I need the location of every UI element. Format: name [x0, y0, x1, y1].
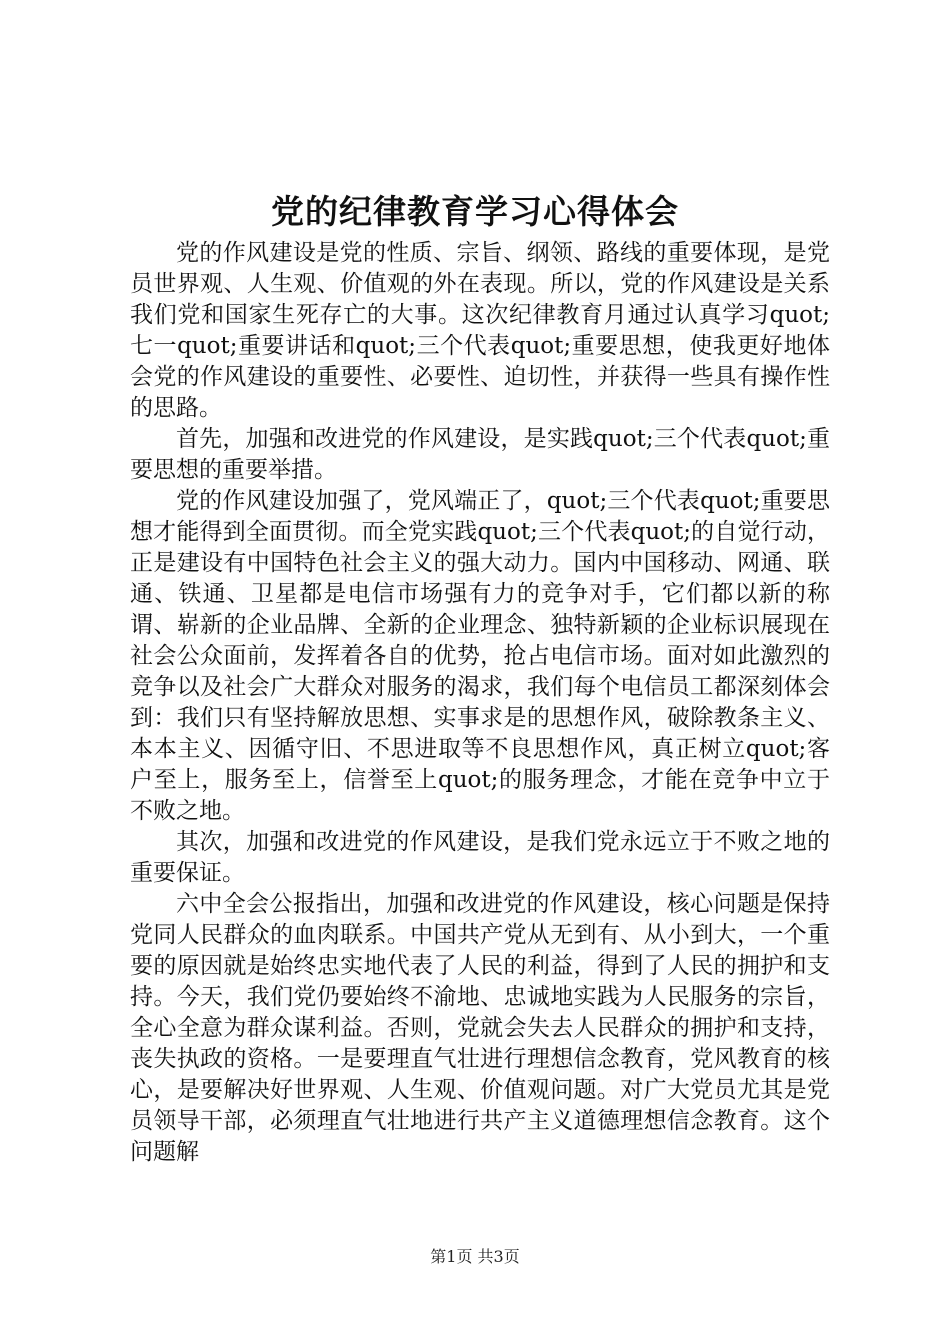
- page-footer: 第1页 共3页: [430, 1247, 520, 1266]
- paragraph-3: 党的作风建设加强了，党风端正了，quot;三个代表quot;重要思想才能得到全面贯彻。而全党实践quot;三个代表quot;的自觉行动，正是建设有中国特色社会主义的强大动力。国内中国移动、网通、联通、铁通、卫星都是电信市场强有力的竞争对手，它们都以新的称谓、崭新的企业品牌、全新的企业理念、独特新颖的企业标识展现在社会公众面前，发挥着各自的优势，抢占电信市场。面对如此激烈的竞争以及社会广大群众对服务的渴求，我们每个电信员工都深刻体会到：我们只有坚持解放思想、实事求是的思想作风，破除教条主义、本本主义、因循守旧、不思进取等不良思想作风，真正树立quot;客户至上，服务至上，信誉至上quot;的服务理念，才能在竞争中立于不败之地。: [130, 488, 830, 824]
- paragraph-5: 六中全会公报指出，加强和改进党的作风建设，核心问题是保持党同人民群众的血肉联系。中国共产党从无到有、从小到大，一个重要的原因就是始终忠实地代表了人民的利益，得到了人民的拥护和支持。今天，我们党仍要始终不渝地、忠诚地实践为人民服务的宗旨，全心全意为群众谋利益。否则，党就会失去人民群众的拥护和支持，丧失执政的资格。一是要理直气壮进行理想信念教育，党风教育的核心，是要解决好世界观、人生观、价值观问题。对广大党员尤其是党员领导干部，必须理直气壮地进行共产主义道德理想信念教育。这个问题解: [130, 891, 830, 1165]
- paragraph-2: 首先，加强和改进党的作风建设，是实践quot;三个代表quot;重要思想的重要举措。: [130, 426, 830, 483]
- document-body: [130, 238, 830, 1168]
- paragraph-1: 党的作风建设是党的性质、宗旨、纲领、路线的重要体现，是党员世界观、人生观、价值观的外在表现。所以，党的作风建设是关系我们党和国家生死存亡的大事。这次纪律教育月通过认真学习quot;七一quot;重要讲话和quot;三个代表quot;重要思想，使我更好地体会党的作风建设的重要性、必要性、迫切性，并获得一些具有操作性的思路。: [130, 240, 830, 421]
- document-title: 党的纪律教育学习心得体会: [271, 192, 679, 231]
- paragraph-4: 其次，加强和改进党的作风建设，是我们党永远立于不败之地的重要保证。: [130, 829, 830, 886]
